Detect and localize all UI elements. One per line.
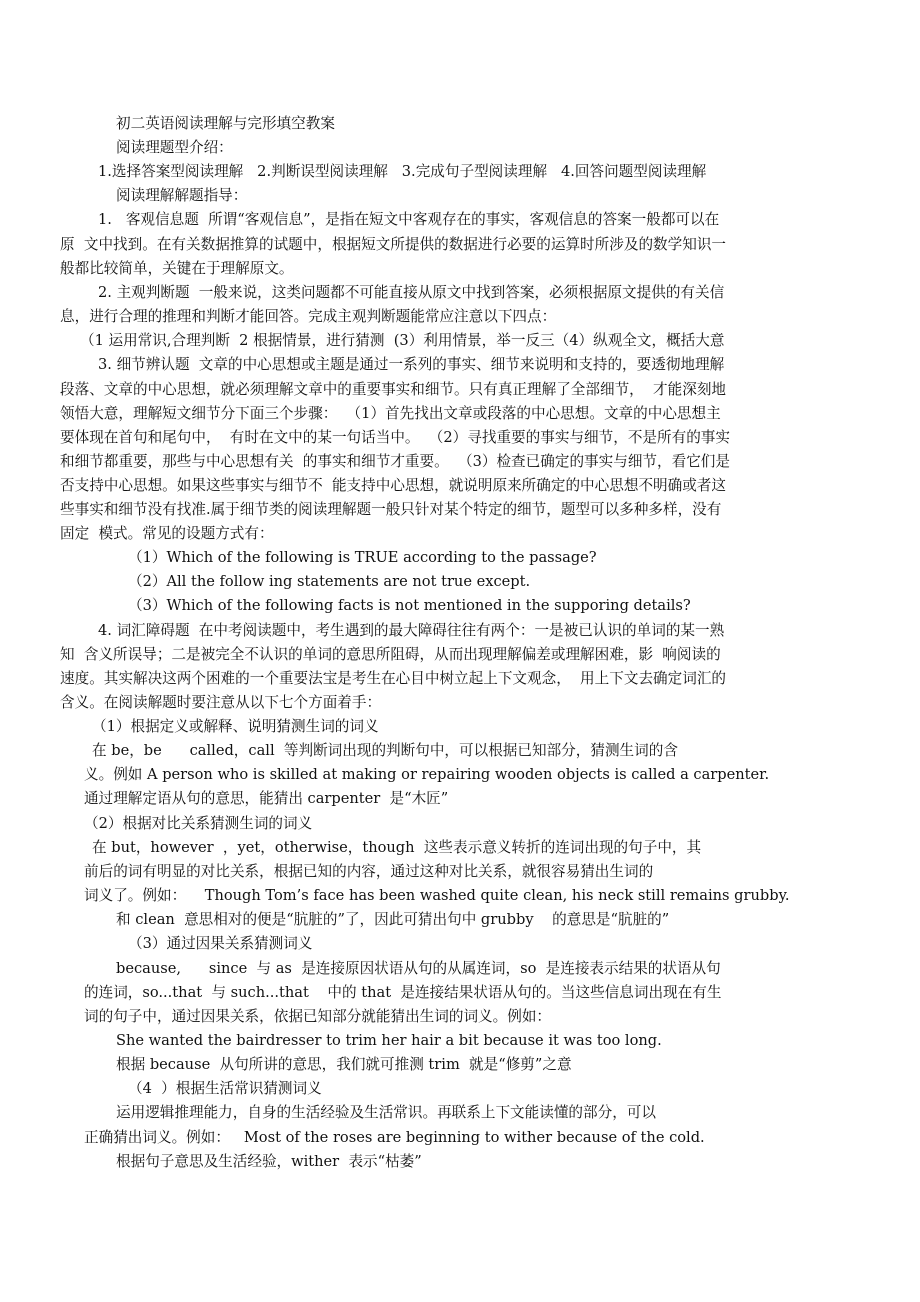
doc-line: 段落、文章的中心思想，就必须理解文章中的重要事实和细节。只有真正理解了全部细节， 才能深刻地 — [60, 381, 727, 398]
doc-line: （2）根据对比关系猜测生词的词义 — [84, 815, 313, 832]
doc-line: 含义。在阅读解题时要注意从以下七个方面着手： — [60, 694, 382, 711]
doc-line: 根据句子意思及生活经验，wither 表示“枯萎” — [116, 1153, 422, 1170]
doc-line: 词义了。例如： Though Tom’s face has been washed quite clean, his neck still remains grubby. — [84, 887, 790, 904]
doc-line: 原 文中找到。在有关数据推算的试题中，根据短文所提供的数据进行必要的运算时所涉及的数学知识一 — [60, 236, 727, 253]
doc-line: 知 含义所误导；二是被完全不认识的单词的意思所阻碍，从而出现理解偏差或理解困难，影 响阅读的 — [60, 646, 721, 663]
doc-line: 在 but，however ，yet，otherwise，though 这些表示意义转折的连词出现的句子中，其 — [92, 839, 702, 856]
doc-line: 义。例如 A person who is skilled at making or repairing wooden objects is called a carpenter. — [84, 766, 770, 783]
doc-line: 1. 客观信息题 所谓“客观信息”，是指在短文中客观存在的事实，客观信息的答案一般都可以在 — [98, 211, 720, 228]
doc-line: （1）Which of the following is TRUE according to the passage? — [128, 549, 597, 566]
doc-line: （4 ）根据生活常识猜测词义 — [128, 1080, 322, 1097]
doc-line: （3）通过因果关系猜测词义 — [128, 935, 313, 952]
doc-line: 的连词，so...that 与 such...that 中的 that 是连接结果状语从句的。当这些信息词出现在有生 — [84, 984, 722, 1001]
doc-line: （2）All the follow ing statements are not true except. — [128, 573, 531, 590]
doc-line: （1）根据定义或解释、说明猜测生词的词义 — [92, 718, 379, 735]
doc-line: 领悟大意，理解短文细节分下面三个步骤： （1）首先找出文章或段落的中心思想。文章的中心思想主 — [60, 405, 721, 422]
doc-line: 要体现在首句和尾句中， 有时在文中的某一句话当中。 （2）寻找重要的事实与细节，不是所有的事实 — [60, 429, 730, 446]
doc-line: 固定 模式。常见的设题方式有： — [60, 525, 274, 542]
doc-line: 2. 主观判断题 一般来说，这类问题都不可能直接从原文中找到答案，必须根据原文提供的有关信 — [98, 284, 725, 301]
doc-line: （3）Which of the following facts is not mentioned in the supporing details? — [128, 597, 691, 614]
doc-line: 在 be，be called，call 等判断词出现的判断句中，可以根据已知部分，猜测生词的含 — [92, 742, 678, 759]
doc-line: 阅读理解解题指导： — [116, 187, 248, 204]
doc-line: 通过理解定语从句的意思，能猜出 carpenter 是“木匠” — [84, 790, 449, 807]
doc-line: 3. 细节辨认题 文章的中心思想或主题是通过一系列的事实、细节来说明和支持的，要透彻地理解 — [98, 356, 725, 373]
doc-line: 阅读理题型介绍： — [116, 139, 233, 156]
doc-line: 根据 because 从句所讲的意思，我们就可推测 trim 就是“修剪”之意 — [116, 1056, 572, 1073]
doc-line: 运用逻辑推理能力，自身的生活经验及生活常识。再联系上下文能读懂的部分，可以 — [116, 1104, 656, 1121]
doc-line: 4. 词汇障碍题 在中考阅读题中，考生遇到的最大障碍往往有两个：一是被已认识的单词的某一熟 — [98, 622, 725, 639]
doc-line: 速度。其实解决这两个困难的一个重要法宝是考生在心目中树立起上下文观念， 用上下文去确定词汇的 — [60, 670, 727, 687]
doc-line: 1.选择答案型阅读理解 2.判断误型阅读理解 3.完成句子型阅读理解 4.回答问题型阅读理解 — [98, 163, 707, 180]
doc-line: 和 clean 意思相对的便是“肮脏的”了，因此可猜出句中 grubby 的意思是“肮脏的” — [116, 911, 670, 928]
doc-title: 初二英语阅读理解与完形填空教案 — [116, 115, 335, 132]
doc-line: because, since 与 as 是连接原因状语从句的从属连词，so 是连接表示结果的状语从句 — [116, 960, 721, 977]
doc-line: 息，进行合理的推理和判断才能回答。完成主观判断题能常应注意以下四点： — [60, 308, 557, 325]
doc-line: （1 运用常识,合理判断 2 根据情景，进行猜测 (3）利用情景，举一反三（4）纵观全文，概括大意 — [80, 332, 725, 349]
doc-line: 些事实和细节没有找准.属于细节类的阅读理解题一般只针对某个特定的细节，题型可以多种多样，没有 — [60, 501, 722, 518]
doc-line: 正确猜出词义。例如： Most of the roses are beginning to wither because of the cold. — [84, 1129, 705, 1146]
doc-line: 词的句子中，通过因果关系，依据已知部分就能猜出生词的词义。例如： — [84, 1008, 552, 1025]
doc-line: 和细节都重要，那些与中心思想有关 的事实和细节才重要。 （3）检查已确定的事实与细节，看它们是 — [60, 453, 730, 470]
doc-line: 般都比较简单，关键在于理解原文。 — [60, 260, 294, 277]
doc-line: 前后的词有明显的对比关系，根据已知的内容，通过这种对比关系，就很容易猜出生词的 — [84, 863, 654, 880]
doc-line: She wanted the bairdresser to trim her hair a bit because it was too long. — [116, 1032, 662, 1049]
doc-line: 否支持中心思想。如果这些事实与细节不 能支持中心思想，就说明原来所确定的中心思想不明确或者这 — [60, 477, 727, 494]
